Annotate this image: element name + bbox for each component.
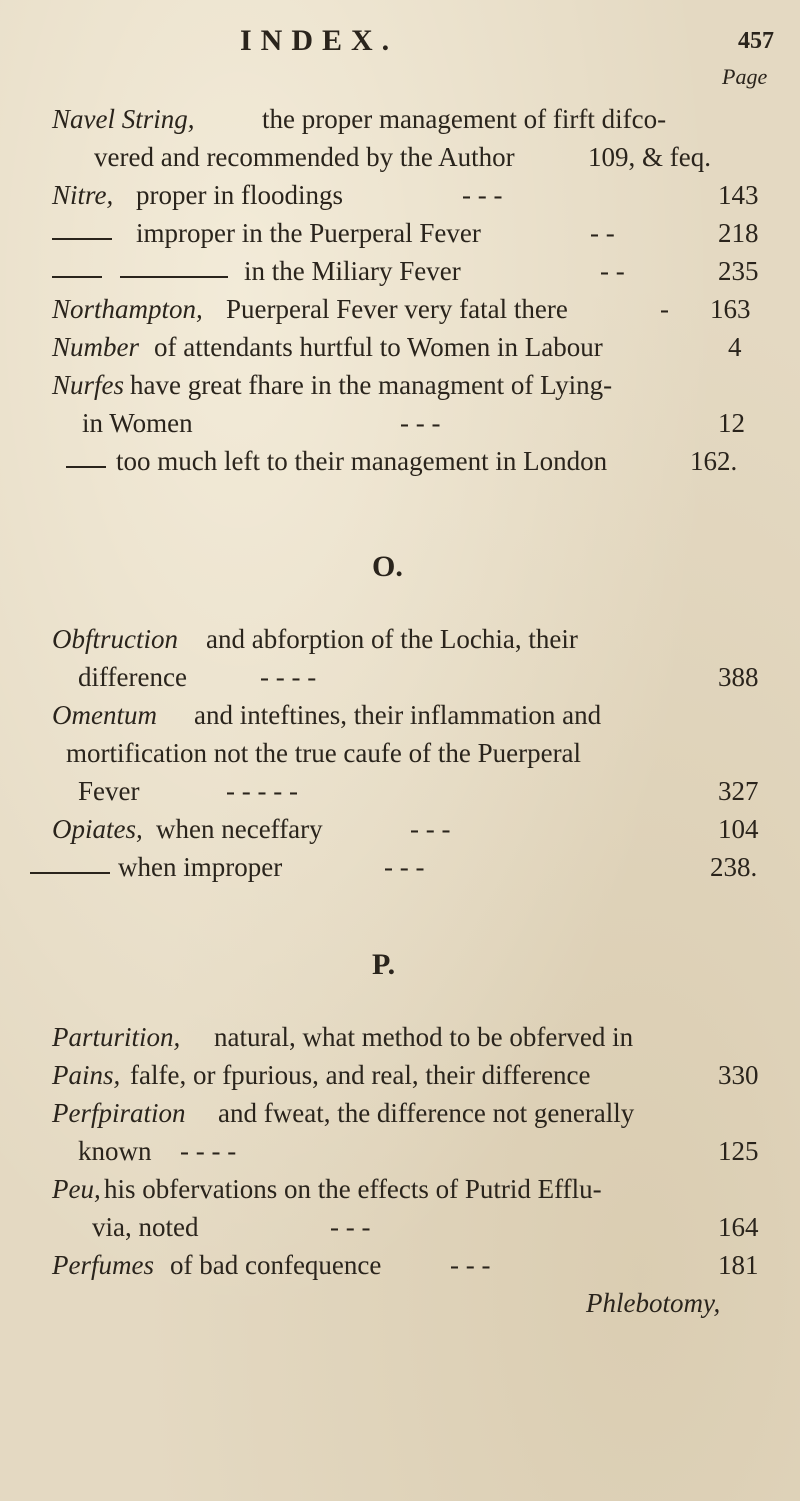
index-text: of bad confequence (170, 1250, 382, 1280)
index-term: Peu, (52, 1174, 101, 1204)
section-heading-p: P. (372, 948, 396, 981)
index-text: his obfervations on the effects of Putrid Efflu- (104, 1174, 602, 1204)
index-entry (0, 256, 800, 296)
index-text: natural, what method to be obferved in (214, 1022, 634, 1052)
index-entry (0, 662, 800, 702)
index-entry (0, 104, 800, 144)
page-reference: 163 (710, 294, 751, 324)
index-text: improper in the Puerperal Fever (136, 218, 481, 248)
ditto-rule (52, 238, 112, 240)
ditto-rule (30, 872, 110, 874)
index-term: Omentum (52, 700, 157, 730)
page-reference: 181 (718, 1250, 759, 1280)
leader-dashes: - - - (462, 180, 503, 210)
index-text: falfe, or fpurious, and real, their difference (130, 1060, 591, 1090)
index-term: Perfpiration (52, 1098, 186, 1128)
page-reference: 12 (718, 408, 745, 438)
page-reference: 235 (718, 256, 759, 286)
index-term: Nurfes (52, 370, 125, 400)
index-text: in the Miliary Fever (244, 256, 461, 286)
index-entry (0, 180, 800, 220)
leader-dashes: - - - (450, 1250, 491, 1280)
index-text: Phlebotomy, (586, 1288, 721, 1318)
ditto-rule (52, 276, 102, 278)
index-entry (0, 776, 800, 816)
index-text: proper in floodings (136, 180, 343, 210)
index-entry (0, 1250, 800, 1290)
index-entry (0, 852, 800, 892)
section-heading-o: O. (372, 550, 403, 583)
page-reference: 330 (718, 1060, 759, 1090)
index-entry (0, 294, 800, 334)
index-term: Parturition, (52, 1022, 181, 1052)
ditto-rule (66, 466, 106, 468)
index-term: Nitre, (52, 180, 114, 210)
index-term: Perfumes (52, 1250, 154, 1280)
index-entry (0, 408, 800, 448)
page-reference: 143 (718, 180, 759, 210)
leader-dashes: - - - (384, 852, 425, 882)
index-entry (0, 1288, 800, 1328)
index-text: of attendants hurtful to Women in Labour (154, 332, 603, 362)
page-header (0, 10, 800, 70)
leader-dashes: - - - - - (226, 776, 298, 806)
index-entry (0, 1022, 800, 1062)
page-reference: 125 (718, 1136, 759, 1166)
index-entry (0, 1174, 800, 1214)
index-text: in Women (82, 408, 193, 438)
index-text: mortification not the true caufe of the Puerperal (66, 738, 582, 768)
index-text: when neceffary (156, 814, 323, 844)
leader-dashes: - - - (330, 1212, 371, 1242)
index-term: Opiates, (52, 814, 143, 844)
leader-dashes: - - (600, 256, 625, 286)
folio-number: 457 (738, 28, 774, 54)
page-reference: 4 (728, 332, 742, 362)
index-term: Number (52, 332, 139, 362)
page-reference: 164 (718, 1212, 759, 1242)
index-text: have great fhare in the managment of Lying- (130, 370, 613, 400)
page-reference: 162. (690, 446, 738, 476)
index-entry (0, 218, 800, 258)
index-entry (0, 1098, 800, 1138)
leader-dashes: - - - (410, 814, 451, 844)
page-reference: 388 (718, 662, 759, 692)
index-entry (0, 446, 800, 486)
index-entry (0, 142, 800, 182)
index-entry (0, 370, 800, 410)
index-entry (0, 814, 800, 854)
index-entry (0, 738, 800, 778)
page-reference: 109, & feq. (588, 142, 711, 172)
index-entry (0, 1136, 800, 1176)
index-text: too much left to their management in London (116, 446, 608, 476)
page-reference: 218 (718, 218, 759, 248)
index-entry (0, 700, 800, 740)
index-term: Obftruction (52, 624, 178, 654)
leader-dashes: - (660, 294, 669, 324)
index-entry (0, 624, 800, 664)
page-reference: 104 (718, 814, 759, 844)
index-text: when improper (118, 852, 283, 882)
index-text: the proper management of firft difco- (262, 104, 667, 134)
page-reference: 238. (710, 852, 758, 882)
running-head: INDEX. (240, 24, 399, 57)
index-text: Puerperal Fever very fatal there (226, 294, 568, 324)
leader-dashes: - - (590, 218, 615, 248)
index-entry (0, 332, 800, 372)
index-term: Northampton, (52, 294, 203, 324)
leader-dashes: - - - - (260, 662, 317, 692)
index-entry (0, 1060, 800, 1100)
leader-dashes: - - - - (180, 1136, 237, 1166)
index-text: difference (78, 662, 187, 692)
index-text: vered and recommended by the Author (94, 142, 515, 172)
index-term: Pains, (52, 1060, 121, 1090)
index-text: and abforption of the Lochia, their (206, 624, 578, 654)
index-text: and inteftines, their inflammation and (194, 700, 602, 730)
index-text: Fever (78, 776, 140, 806)
index-text: via, noted (92, 1212, 199, 1242)
index-text: known (78, 1136, 152, 1166)
index-entry (0, 1212, 800, 1252)
page-column-label: Page (722, 64, 768, 89)
index-text: and fweat, the difference not generally (218, 1098, 635, 1128)
page-reference: 327 (718, 776, 759, 806)
index-term: Navel String, (52, 104, 195, 134)
ditto-rule (120, 276, 228, 278)
leader-dashes: - - - (400, 408, 441, 438)
